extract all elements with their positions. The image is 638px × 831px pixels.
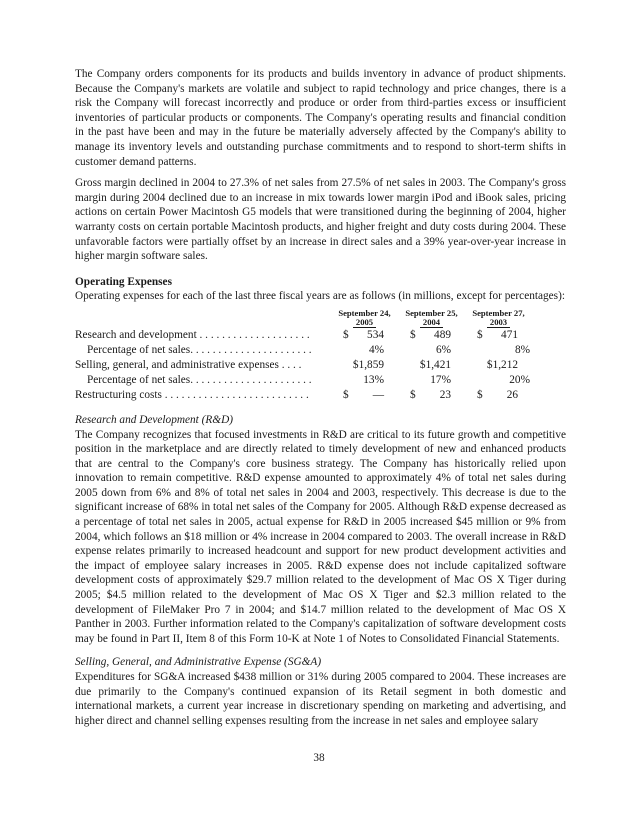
row-label: Percentage of net sales. . . . . . . . . . . . . . . . . . . . . .: [87, 344, 312, 357]
table-cell: 13%: [363, 374, 384, 387]
table-row: [75, 373, 532, 388]
column-header: September 24, 2005: [338, 307, 391, 327]
section-heading-rnd: Research and Development (R&D): [75, 413, 233, 426]
paragraph-sga: Expenditures for SG&A increased $438 million or 31% during 2005 compared to 2004. These increases are due primarily to the Company's continued expansion of its Retail segment in both domestic and international markets, a current year increase in discretionary spending on marketing and advertising, and higher direct and channel selling expenses resulting from the increase in net sales and employee salary: [75, 671, 566, 727]
table-cell: 8%: [514, 344, 530, 357]
document-page: [75, 67, 566, 735]
table-cell: 6%: [435, 344, 451, 357]
column-header: September 25, 2004: [405, 307, 458, 327]
section-heading-operating-expenses: Operating Expenses: [75, 275, 172, 288]
table-cell: 26: [506, 389, 518, 402]
table-header-row: [75, 309, 532, 328]
table-row: Research and development . . . . . . . . . . . . . . . . . . . . $ 534 $ 489 $ 471: [75, 328, 532, 343]
table-row: [75, 358, 532, 373]
table-cell: 17%: [430, 374, 451, 387]
paragraph-rnd: The Company recognizes that focused investments in R&D are critical to its future growth and competitive position in the marketplace and are directly related to timely development of new and enhanced products that are central to the Company's core business strategy. The Company has historically relied upon innovation to remain competitive. R&D expense amounted to approximately 4% of total net sales during 2005 down from 6% and 8% of total net sales in 2004 and 2003, respectively. This decrease is due to the significant increase of 68% in total net sales of the Company for 2005. Although R&D expense decreased as a percentage of total net sales in 2005, actual expense for R&D in 2005 increased $45 million or 9% from 2004, which follows an $18 million or 4% increase in 2004 compared to 2003. The overall increase in R&D expense relates primarily to increased headcount and support for new product development activities and the impact of employee salary increases in 2005. R&D expense does not include capitalized software development costs of approximately $29.7 million related to the development of Mac OS X Tiger during 2005; $4.5 million related to the development of Mac OS X Tiger and $2.3 million related to the development of FileMaker Pro 7 in 2004; and $14.7 million related to the development of Mac OS X Panther in 2003. Further information related to the Company's capitalization of software development costs may be found in Part II, Item 8 of this Form 10-K at Note 1 of Notes to Consolidated Financial Statements.: [75, 428, 566, 645]
section-heading-sga: Selling, General, and Administrative Expense (SG&A): [75, 656, 322, 669]
table-row: Restructuring costs . . . . . . . . . . . . . . . . . . . . . . . . . . $ — $ 23 $ 26: [75, 388, 532, 403]
paragraph-opex-intro: Operating expenses for each of the last three fiscal years are as follows (in millions, except for percentages):: [75, 290, 565, 303]
table-cell: 23: [439, 389, 451, 402]
row-label: Research and development . . . . . . . . . . . . . . . . . . . .: [75, 329, 310, 342]
table-cell: 534: [367, 329, 384, 342]
row-label: Selling, general, and administrative expenses . . . .: [75, 359, 302, 372]
paragraph-gross-margin: Gross margin declined in 2004 to 27.3% of net sales from 27.5% of net sales in 2003. The Company's gross margin during 2004 declined due to an increase in mix towards lower margin iPod and iBook sales, pricing actions on certain Power Macintosh G5 models that were transitioned during the beginning of 2004, higher warranty costs on certain portable Macintosh products, and higher freight and duty costs during 2004. These unfavorable factors were partially offset by an increase in direct sales and a 39% year-over-year increase in higher margin software sales.: [75, 177, 566, 263]
table-cell: 4%: [368, 344, 384, 357]
table-cell: $1,859: [352, 359, 384, 372]
table-cell: 489: [434, 329, 451, 342]
page-number: 38: [313, 752, 325, 764]
operating-expenses-table: [75, 309, 532, 403]
row-label: Restructuring costs . . . . . . . . . . . . . . . . . . . . . . . . . .: [75, 389, 309, 402]
table-cell: $1,212: [486, 359, 518, 372]
table-cell: —: [372, 389, 384, 402]
table-cell: 20%: [509, 374, 530, 387]
column-header: September 27, 2003: [472, 307, 525, 327]
table-row: [75, 343, 532, 358]
table-cell: $1,421: [419, 359, 451, 372]
table-cell: 471: [501, 329, 518, 342]
paragraph-inventory: The Company orders components for its products and builds inventory in advance of product shipments. Because the Company's markets are volatile and subject to rapid technology and price changes, there is a risk the Company will forecast incorrectly and produce or order from third-parties excess or insufficient inventories of particular products or components. The Company's operating results and financial condition in the past have been and may in the future be materially adversely affected by the Company's ability to manage its inventory levels and outstanding purchase commitments and to respond to short-term shifts in customer demand patterns.: [75, 68, 566, 168]
row-label: Percentage of net sales. . . . . . . . . . . . . . . . . . . . . .: [87, 374, 312, 387]
